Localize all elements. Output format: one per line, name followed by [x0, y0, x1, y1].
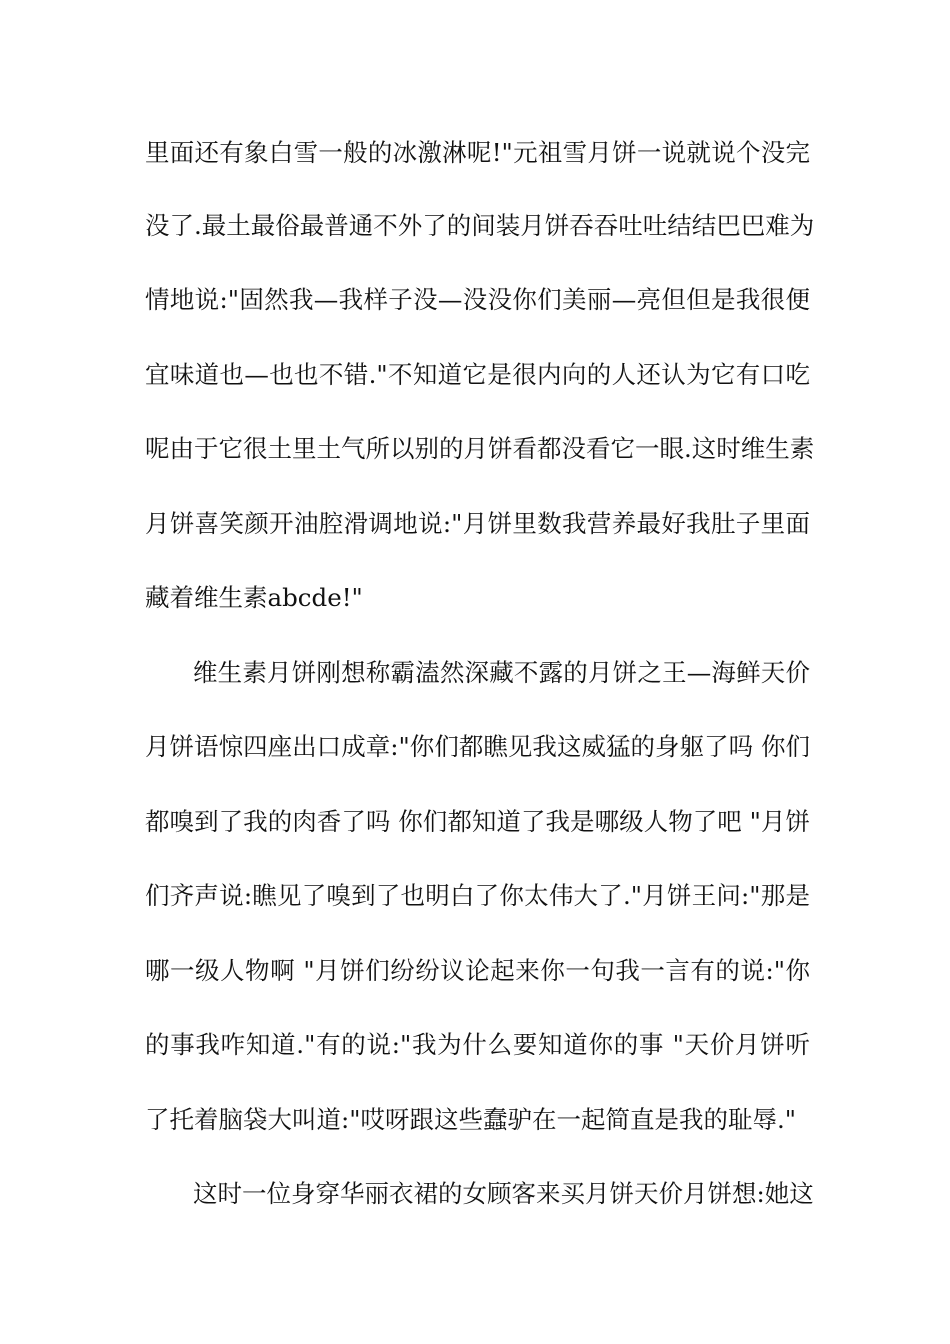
paragraph-first-line: 这时一位身穿华丽衣裙的女顾客来买月饼天价月饼想:她这 [193, 1179, 814, 1208]
text-line: 情地说:"固然我—我样子没—没没你们美丽—亮但但是我很便 [145, 285, 810, 314]
text-line: 呢由于它很土里土气所以别的月饼看都没看它一眼.这时维生素 [145, 434, 815, 463]
text-line: 都嗅到了我的肉香了吗 你们都知道了我是哪级人物了吧 "月饼 [145, 807, 810, 836]
text-line: 藏着维生素abcde!" [145, 583, 363, 612]
text-line: 了托着脑袋大叫道:"哎呀跟这些蠢驴在一起简直是我的耻辱." [145, 1105, 797, 1134]
text-line: 的事我咋知道."有的说:"我为什么要知道你的事 "天价月饼听 [145, 1030, 810, 1059]
text-line: 月饼喜笑颜开油腔滑调地说:"月饼里数我营养最好我肚子里面 [145, 509, 810, 538]
text-line: 月饼语惊四座出口成章:"你们都瞧见我这威猛的身躯了吗 你们 [145, 732, 810, 761]
text-line: 没了.最土最俗最普通不外了的间装月饼吞吞吐吐结结巴巴难为 [145, 211, 815, 240]
text-line: 宜味道也—也也不错."不知道它是很内向的人还认为它有口吃 [145, 360, 810, 389]
text-line: 哪一级人物啊 "月饼们纷纷议论起来你一句我一言有的说:"你 [145, 956, 810, 985]
paragraph-first-line: 维生素月饼刚想称霸溘然深藏不露的月饼之王—海鲜天价 [193, 658, 810, 687]
text-line: 们齐声说:瞧见了嗅到了也明白了你太伟大了."月饼王问:"那是 [145, 881, 810, 910]
text-line: 里面还有象白雪一般的冰激淋呢!"元祖雪月饼一说就说个没完 [145, 138, 810, 167]
